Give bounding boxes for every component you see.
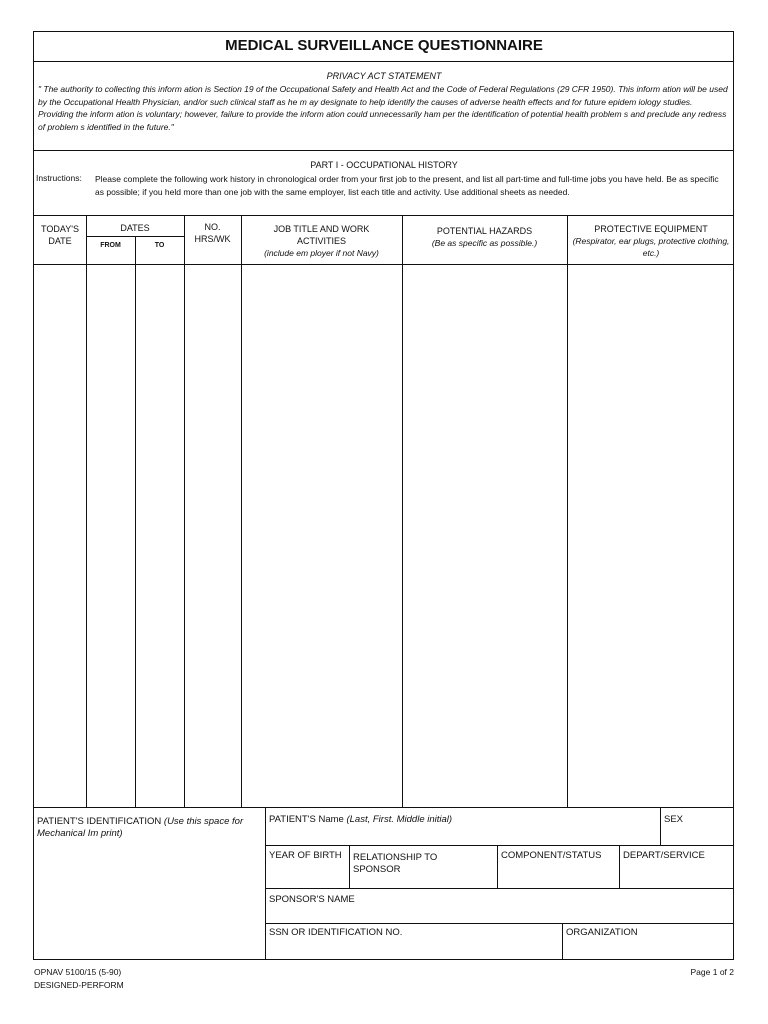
patient-identification-field[interactable]: PATIENT'S IDENTIFICATION (Use this space for Mechanical Im print) bbox=[37, 816, 244, 839]
form-title: MEDICAL SURVEILLANCE QUESTIONNAIRE bbox=[225, 37, 543, 54]
hours-header: NO. HRS/WK bbox=[194, 222, 231, 244]
year-of-birth-field[interactable]: YEAR OF BIRTH bbox=[269, 850, 342, 861]
organization-field[interactable]: ORGANIZATION bbox=[566, 927, 638, 938]
page-number: Page 1 of 2 bbox=[690, 967, 734, 977]
hazards-header: POTENTIAL HAZARDS (Be as specific as possible.) bbox=[431, 226, 538, 248]
column-line bbox=[265, 808, 266, 960]
divider bbox=[34, 150, 734, 151]
privacy-text: " The authority to collecting this inform ation is Section 19 of the Occupational Safety and Health Act and the Code of Federal Regulations (29 CFR 1950). This inform ation will be used by the Occupational Health Physician, and/or such clinical staff as he m ay designate to help identify the causes of adverse health effects and for future epidem iology studies. Providing the inform ation is voluntary; however, failure to provide the inform ation could unnecessarily ham per the identification of potential health problem s and preclude any redress of problem s identified in the future." bbox=[38, 84, 728, 132]
job-title-header: JOB TITLE AND WORK ACTIVITIES (include em ployer if not Navy) bbox=[264, 224, 379, 258]
column-line bbox=[619, 845, 620, 888]
divider bbox=[34, 807, 734, 808]
divider bbox=[265, 888, 734, 889]
dates-header: DATES bbox=[120, 223, 150, 233]
to-header: TO bbox=[154, 242, 165, 249]
column-line bbox=[660, 808, 661, 845]
relationship-field[interactable]: RELATIONSHIP TO SPONSOR bbox=[353, 852, 438, 875]
todays-date-header: TODAY'S DATE bbox=[41, 224, 79, 246]
instructions-text: Please complete the following work history in chronological order from your first job to the present, and list all part-time and full-time jobs you have held. Be as specific as possible; if you held more than one job with the same employer, list each title and activity. Use additional sheets as needed. bbox=[95, 174, 719, 197]
designed-perform: DESIGNED-PERFORM bbox=[34, 980, 124, 990]
component-status-field[interactable]: COMPONENT/STATUS bbox=[501, 850, 602, 861]
column-line bbox=[562, 923, 563, 960]
from-header: FROM bbox=[100, 242, 121, 249]
column-line bbox=[497, 845, 498, 888]
part1-heading: PART I - OCCUPATIONAL HISTORY bbox=[310, 160, 458, 170]
sponsor-name-field[interactable]: SPONSOR'S NAME bbox=[269, 894, 355, 905]
ssn-field[interactable]: SSN OR IDENTIFICATION NO. bbox=[269, 927, 403, 938]
patient-name-field[interactable]: PATIENT'S Name (Last, First. Middle initial) bbox=[269, 814, 453, 825]
depart-service-field[interactable]: DEPART/SERVICE bbox=[623, 850, 705, 861]
protective-header: PROTECTIVE EQUIPMENT (Respirator, ear plugs, protective clothing, etc.) bbox=[572, 224, 730, 258]
divider bbox=[34, 215, 734, 216]
privacy-heading: PRIVACY ACT STATEMENT bbox=[326, 71, 442, 81]
divider bbox=[265, 845, 734, 846]
divider bbox=[34, 61, 734, 62]
column-line bbox=[349, 845, 350, 888]
divider bbox=[265, 923, 734, 924]
sex-field[interactable]: SEX bbox=[664, 814, 684, 825]
instructions-label: Instructions: bbox=[36, 173, 82, 183]
work-history-area[interactable] bbox=[34, 265, 734, 807]
form-number: OPNAV 5100/15 (5-90) bbox=[34, 967, 122, 977]
